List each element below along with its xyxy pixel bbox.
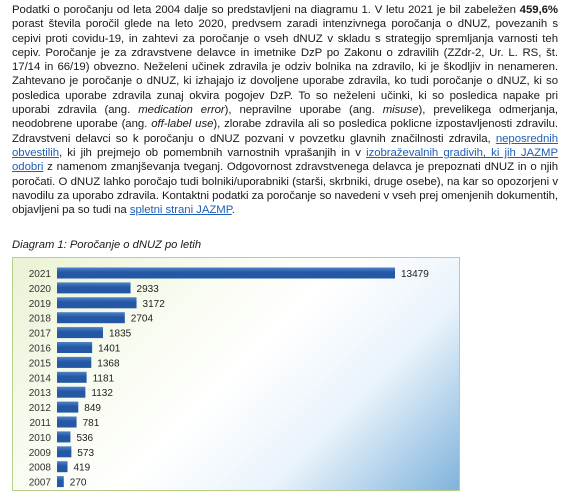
bar-value-label: 270: [69, 477, 87, 489]
bar-value-label: 3172: [142, 298, 165, 310]
year-tick-label: 2014: [28, 373, 51, 385]
year-tick-label: 2012: [28, 403, 51, 415]
bar-2013: [57, 387, 85, 398]
bar-2021: [57, 268, 395, 279]
year-tick-label: 2013: [28, 388, 51, 400]
year-tick-label: 2010: [28, 432, 51, 444]
bar-2009: [57, 446, 71, 457]
body-paragraph: Podatki o poročanju od leta 2004 dalje so predstavljeni na diagramu 1. V letu 2021 je bil zabeležen 459,6% porast števila poročil glede na leto 2020, predvsem zaradi intenzivnega poročanja o dNUZ, povezanih s cepivi proti covidu-19, in zahtevi za poročanje o vseh dNUZ v skladu s strategijo spremljanja varnosti teh cepiv. Poročanje je za zdravstvene delavce in imetnike DzP po Zakonu o zdravilih (ZZdr-2, Ur. L. RS, št. 17/14 in 66/19) obvezno. Neželeni učinek zdravila je odziv bolnika na zdravilo, ki je škodljiv in nenameren. Zahtevano je poročanje o dNUZ, ki izhajajo iz dovoljene uporabe zdravila, ko tudi poročanje o dNUZ, ki so posledica uporabe zdravila zunaj okvira pogojev DzP. To so neželeni učinki, ki so posledica napake pri uporabi zdravila (ang. medication error), nepravilne uporabe (ang. misuse), prevelikega odmerjanja, neodobrene uporabe (ang. off-label use), zlorabe zdravila ali so posledica poklicne izpostavljenosti zdravilu. Zdravstveni delavci so k poročanju o dNUZ pozvani v povzetku glavnih značilnosti zdravila, neposrednih obvestilih, ki jih prejmejo ob pomembnih varnostnih vprašanjih in v izobraževalnih gradivih, ki jih JAZMP odobri z namenom zmanjševanja tveganj. Odgovornost zdravstvenega delavca je prepoznati dNUZ in o njih poročati. O dNUZ lahko poročajo tudi bolniki/uporabniki (starši, skrbniki, druge osebe), na kar so opozorjeni v navodilu za uporabo zdravila. Kontaktni podatki za poročanje so navedeni v vseh prej omenjenih dokumentih, objavljeni pa so tudi na spletni strani JAZMP.: [12, 4, 559, 217]
bar-2015: [57, 357, 91, 368]
bar-2012: [57, 402, 78, 413]
bar-value-label: 781: [82, 418, 100, 429]
bar-2010: [57, 431, 70, 442]
year-tick-label: 2007: [28, 477, 51, 489]
year-tick-label: 2017: [28, 328, 51, 340]
link-izobrazevalna-gradiva[interactable]: izobraževalnih gradivih, ki jih JAZMP odobri: [12, 146, 558, 174]
percent-highlight: 459,6%: [519, 4, 558, 16]
year-tick-label: 2016: [28, 343, 51, 355]
bar-2019: [57, 297, 137, 308]
bar-value-label: 573: [77, 447, 95, 459]
link-neposredna-obvestila[interactable]: neposrednih obvestilih: [12, 132, 558, 159]
bar-value-label: 13479: [401, 269, 429, 280]
bar-2020: [57, 282, 131, 293]
bar-2016: [57, 342, 92, 353]
bar-value-label: 536: [76, 432, 94, 444]
bar-value-label: 1132: [91, 388, 113, 400]
bar-value-label: 1835: [109, 328, 132, 340]
year-tick-label: 2008: [28, 462, 51, 474]
year-tick-label: 2021: [28, 269, 51, 280]
bar-2011: [57, 417, 77, 428]
link-spletna-stran-jazmp[interactable]: spletni strani JAZMP: [129, 204, 232, 217]
bar-value-label: 849: [84, 403, 101, 415]
bar-2007: [57, 476, 64, 487]
year-tick-label: 2019: [28, 298, 51, 310]
year-tick-label: 2015: [28, 358, 51, 370]
year-tick-label: 2011: [29, 418, 51, 429]
bar-2017: [57, 327, 103, 338]
year-tick-label: 2018: [28, 313, 51, 325]
diagram-caption: Diagram 1: Poročanje o dNUZ po letih: [12, 239, 202, 251]
bar-2014: [57, 372, 87, 383]
bar-chart-svg: [13, 258, 459, 490]
year-tick-label: 2009: [28, 447, 51, 459]
bar-2008: [57, 461, 68, 472]
year-tick-label: 2020: [28, 283, 51, 295]
bar-value-label: 1401: [98, 343, 121, 355]
bar-value-label: 1368: [97, 358, 120, 370]
reports-by-year-chart: [12, 257, 460, 491]
bar-2018: [57, 312, 125, 323]
bar-value-label: 1181: [92, 373, 115, 385]
bar-value-label: 419: [73, 462, 91, 474]
bar-value-label: 2933: [136, 283, 159, 295]
bar-value-label: 2704: [130, 313, 154, 325]
